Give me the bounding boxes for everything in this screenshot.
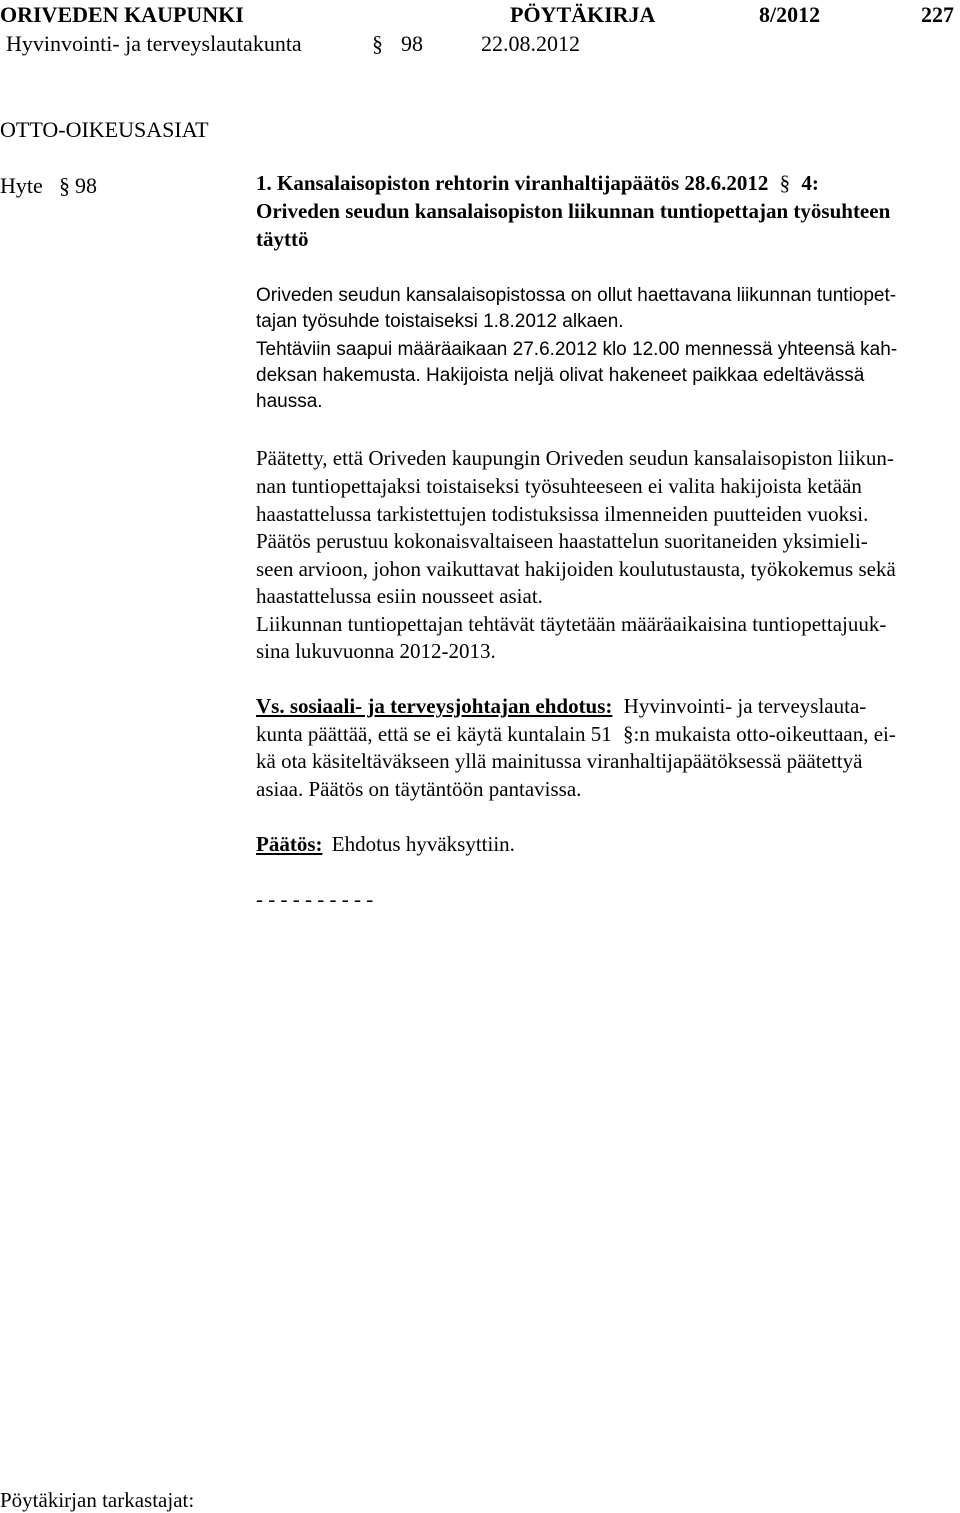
proposal-line-2 [256,722,896,747]
proposal-section-symbol: § [622,722,634,746]
decision-line: Liikunnan tuntiopettajan tehtävät täytetään määräaikaisina tuntiopettajuuk- [256,612,887,636]
background-line: Oriveden seudun kansalaisopistossa on ollut haettavana liikunnan tuntiopet- [256,285,897,306]
section-symbol: § [372,31,383,56]
item-title-part-1: 1. Kansalaisopiston rehtorin viranhaltijapäätös 28.6.2012 [256,171,769,195]
meeting-date: 22.08.2012 [481,31,580,56]
proposal-text-a: kunta päättää, että se ei käytä kuntalain 51 [256,722,612,746]
decision-line: nan tuntiopettajaksi toistaiseksi työsuhteeseen ei valita hakijoista ketään [256,474,862,498]
item-ref-label: Hyte [0,173,43,198]
proposal-line-3: kä ota käsiteltäväkseen yllä mainitussa viranhaltijapäätöksessä päätettyä [256,749,863,773]
document-number: 8/2012 [759,2,821,27]
proposal-line-4: asiaa. Päätös on täytäntöön pantavissa. [256,777,582,801]
decision-line: haastattelussa esiin nousseet asiat. [256,584,543,608]
document-type: PÖYTÄKIRJA [510,2,656,27]
background-line: deksan hakemusta. Hakijoista neljä olivat hakeneet paikkaa edeltävässä [256,365,865,386]
item-title-line-3: täyttö [256,227,309,251]
decision-result [256,832,515,857]
item-title-symbol: § [779,171,791,195]
decision-line: haastattelussa tarkistettujen todistuksissa ilmenneiden puutteiden vuoksi. [256,502,869,526]
decision-line: Päätetty, että Oriveden kaupungin Oriveden seudun kansalaisopiston liikun- [256,446,894,470]
background-line: haussa. [256,391,323,412]
organization-name: ORIVEDEN KAUPUNKI [0,2,244,27]
decision-label: Päätös: [256,832,323,856]
decision-line: sina lukuvuonna 2012-2013. [256,639,496,663]
proposal-line-1 [256,694,866,719]
decision-line: seen arvioon, johon vaikuttavat hakijoiden koulutustausta, työkokemus sekä [256,557,896,581]
section-number: 98 [401,31,423,56]
separator: - - - - - - - - - - [256,887,374,911]
background-line: tajan työsuhde toistaiseksi 1.8.2012 alkaen. [256,311,624,332]
item-title-part-2: 4: [801,171,819,195]
item-title [256,169,956,253]
decision-line: Päätös perustuu kokonaisvaltaiseen haastattelun suoritaneiden yksimieli- [256,529,868,553]
proposal-text-b: :n mukaista otto-oikeuttaan, ei- [633,722,896,746]
item-title-line-2: Oriveden seudun kansalaisopiston liikunnan tuntiopettajan työsuhteen [256,199,891,223]
reviewers-label: Pöytäkirjan tarkastajat: [0,1488,195,1512]
proposal-label: Vs. sosiaali- ja terveysjohtajan ehdotus: [256,694,613,718]
item-ref-number: 98 [75,173,97,198]
proposal-text-start: Hyvinvointi- ja terveyslauta- [623,694,867,718]
background-line: Tehtäviin saapui määräaikaan 27.6.2012 klo 12.00 mennessä yhteensä kah- [256,339,898,360]
board-name: Hyvinvointi- ja terveyslautakunta [6,31,302,56]
item-ref-symbol: § [59,173,70,198]
page-number: 227 [921,2,954,27]
decision-text: Ehdotus hyväksyttiin. [331,832,515,856]
category-heading: OTTO-OIKEUSASIAT [0,117,209,142]
item-title-line-1 [256,169,956,197]
